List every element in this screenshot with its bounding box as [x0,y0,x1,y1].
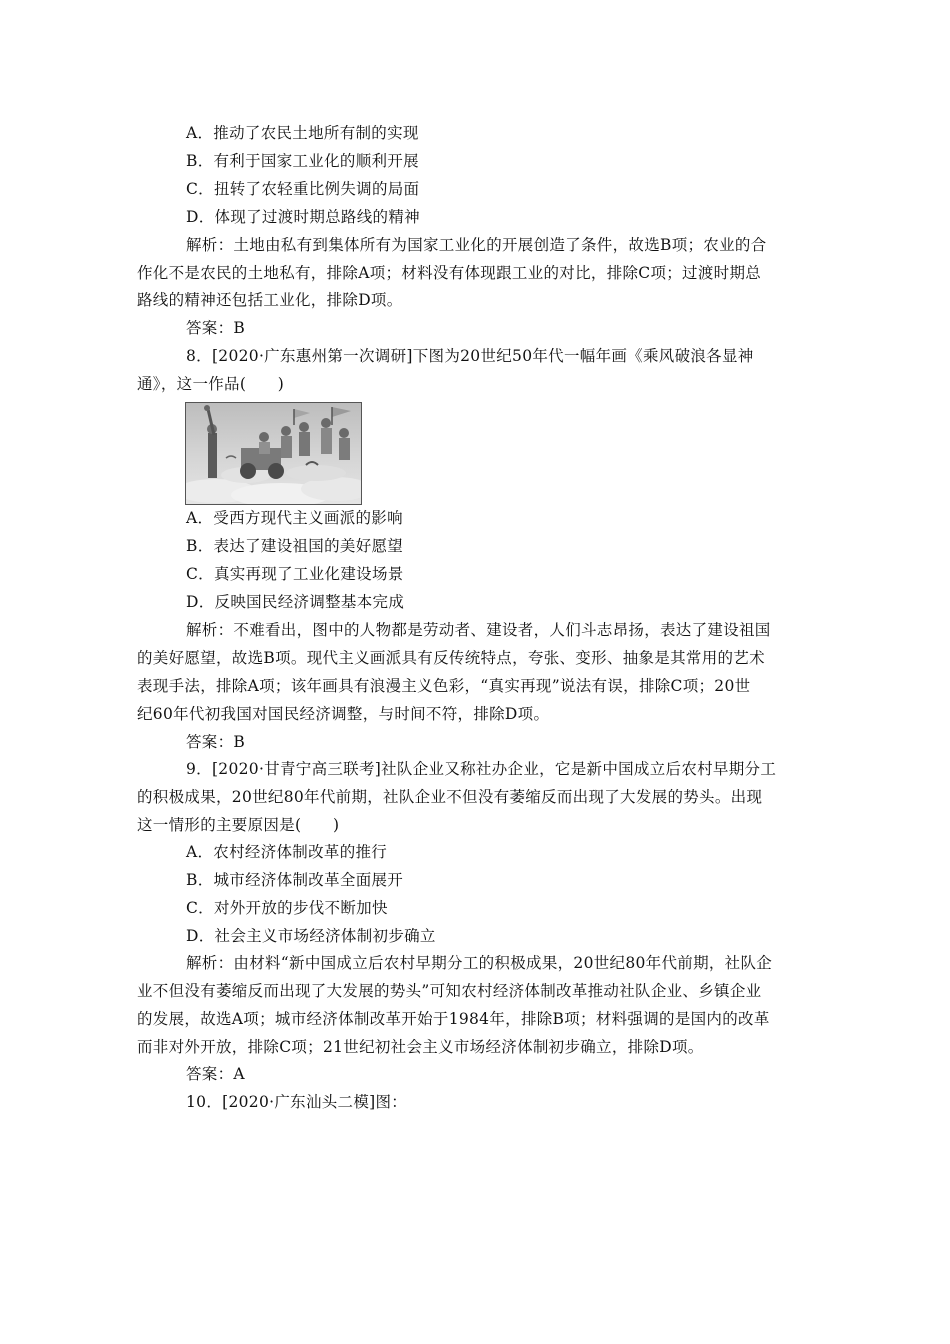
q8-option-d: D．反映国民经济调整基本完成 [186,593,405,611]
q9-stem-line: 这一情形的主要原因是( ) [137,816,340,834]
q7-option-a: A．推动了农民土地所有制的实现 [186,124,419,142]
q8-stem-line: 8．[2020·广东惠州第一次调研]下图为20世纪50年代一幅年画《乘风破浪各显神 [186,347,754,365]
q9-analysis-line: 而非对外开放，排除C项；21世纪初社会主义市场经济体制初步确立，排除D项。 [137,1038,704,1056]
q8-stem-line: 通》，这一作品( ) [137,375,285,393]
q7-answer: 答案：B [186,319,246,337]
q9-option-d: D．社会主义市场经济体制初步确立 [186,927,436,945]
q9-analysis-line: 解析：由材料“新中国成立后农村早期分工的积极成果，20世纪80年代前期，社队企 [186,954,773,972]
q8-analysis-line: 解析：不难看出，图中的人物都是劳动者、建设者，人们斗志昂扬，表达了建设祖国 [186,621,771,639]
q7-option-d: D．体现了过渡时期总路线的精神 [186,208,420,226]
q9-analysis-line: 业不但没有萎缩反而出现了大发展的势头”可知农村经济体制改革推动社队企业、乡镇企业 [137,982,762,1000]
q8-option-b: B．表达了建设祖国的美好愿望 [186,537,404,555]
q7-option-b: B．有利于国家工业化的顺利开展 [186,152,419,170]
q9-option-c: C．对外开放的步伐不断加快 [186,899,388,917]
q9-analysis-line: 的发展，故选A项；城市经济体制改革开始于1984年，排除B项；材料强调的是国内的改革 [137,1010,770,1028]
q8-analysis-line: 表现手法，排除A项；该年画具有浪漫主义色彩，“真实再现”说法有误，排除C项；20世 [137,677,751,695]
q7-analysis-line: 路线的精神还包括工业化，排除D项。 [137,291,403,309]
q9-option-a: A．农村经济体制改革的推行 [186,843,388,861]
q9-stem-line: 9．[2020·甘青宁高三联考]社队企业又称社办企业，它是新中国成立后农村早期分工 [186,760,777,778]
q8-option-a: A．受西方现代主义画派的影响 [186,509,403,527]
q10-stem: 10．[2020·广东汕头二模]图： [186,1093,408,1111]
q8-analysis-line: 纪60年代初我国对国民经济调整，与时间不符，排除D项。 [137,705,550,723]
q9-answer: 答案：A [186,1065,245,1083]
q8-analysis-line: 的美好愿望，故选B项。现代主义画派具有反传统特点，夸张、变形、抽象是其常用的艺术 [137,649,765,667]
q7-analysis-line: 作化不是农民的土地私有，排除A项；材料没有体现跟工业的对比，排除C项；过渡时期总 [137,264,762,282]
q8-option-c: C．真实再现了工业化建设场景 [186,565,404,583]
q7-option-c: C．扭转了农轻重比例失调的局面 [186,180,420,198]
q9-stem-line: 的积极成果，20世纪80年代前期，社队企业不但没有萎缩反而出现了大发展的势头。出现 [137,788,763,806]
q8-answer: 答案：B [186,733,246,751]
q7-analysis-line: 解析：土地由私有到集体所有为国家工业化的开展创造了条件，故选B项；农业的合 [186,236,767,254]
q9-option-b: B．城市经济体制改革全面展开 [186,871,404,889]
new-year-painting-image [185,402,362,505]
